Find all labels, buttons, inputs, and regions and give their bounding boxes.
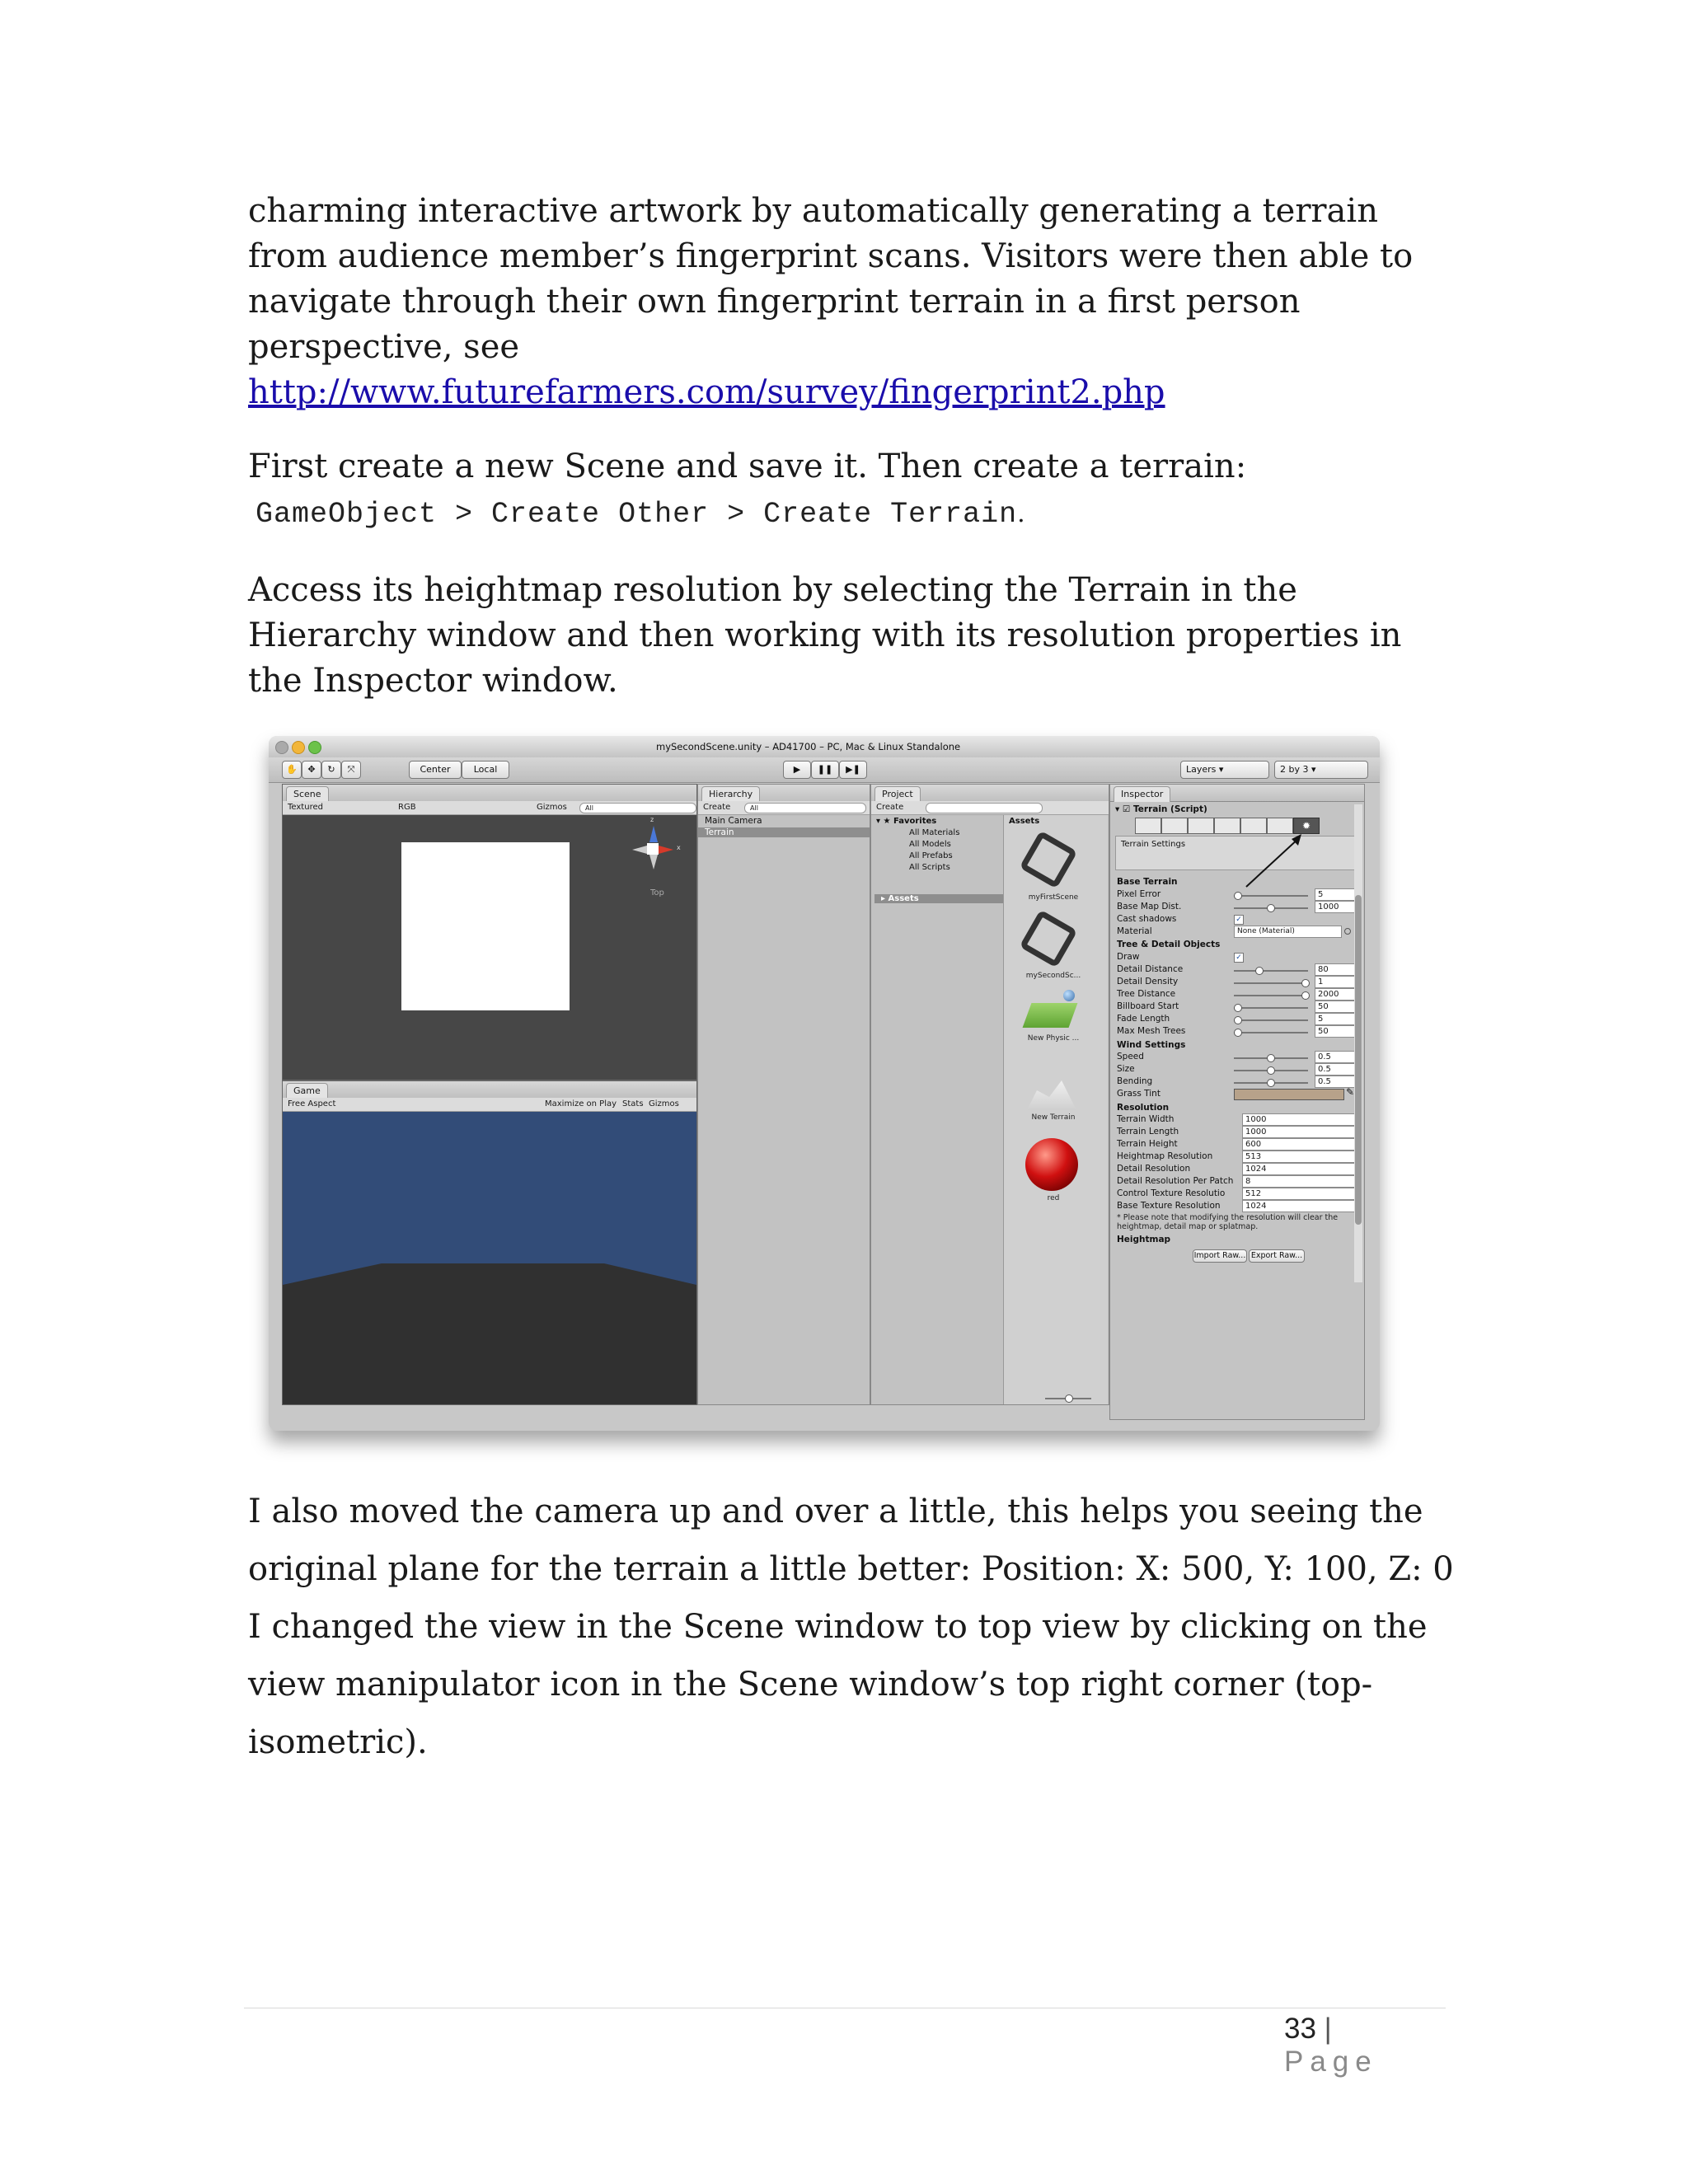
move-tool-button[interactable]: ✥: [302, 761, 321, 779]
fade-length-field[interactable]: 5: [1315, 1013, 1358, 1025]
cast-shadows-checkbox[interactable]: ✓: [1234, 915, 1244, 925]
detail-density-slider[interactable]: [1234, 982, 1308, 984]
base-map-dist-slider[interactable]: [1234, 907, 1308, 909]
assets-folder[interactable]: ▸ Assets: [874, 894, 1003, 903]
base-map-dist-field[interactable]: 1000: [1315, 901, 1358, 913]
terrain-length-field[interactable]: 1000: [1242, 1126, 1358, 1138]
terrain-width-field[interactable]: 1000: [1242, 1113, 1358, 1126]
inspector-tab[interactable]: Inspector: [1114, 786, 1170, 802]
game-panel: [282, 1080, 697, 1405]
unity-editor-screenshot: [269, 736, 1380, 1431]
step-button[interactable]: ▶❚: [839, 761, 867, 779]
hierarchy-tab[interactable]: Hierarchy: [701, 786, 760, 802]
bending-label: Bending: [1117, 1076, 1153, 1086]
menu-path-period: .: [1017, 499, 1025, 528]
game-view-ground: [283, 1112, 696, 1404]
max-mesh-trees-label: Max Mesh Trees: [1117, 1026, 1186, 1036]
material-picker-icon[interactable]: [1344, 928, 1351, 935]
material-label: Material: [1117, 926, 1152, 936]
size-field[interactable]: 0.5: [1315, 1063, 1358, 1076]
material-field[interactable]: None (Material): [1234, 926, 1342, 938]
paint-height-tool-button[interactable]: [1161, 818, 1188, 834]
detail-distance-label: Detail Distance: [1117, 964, 1184, 974]
pivot-local-button[interactable]: Local: [462, 761, 509, 779]
page-footer: [1284, 2013, 1432, 2079]
fingerprint-link[interactable]: http://www.futurefarmers.com/survey/fingerprint2.php: [248, 373, 1165, 411]
detail-density-label: Detail Density: [1117, 977, 1179, 987]
page-number: 33: [1284, 2013, 1316, 2045]
icon-size-slider[interactable]: [1045, 1398, 1091, 1399]
max-mesh-trees-field[interactable]: 50: [1315, 1025, 1358, 1038]
smooth-height-tool-button[interactable]: [1188, 818, 1214, 834]
asset-label: myFirstScene: [1028, 893, 1079, 902]
hierarchy-item-main-camera[interactable]: Main Camera: [705, 816, 762, 826]
view-gizmo[interactable]: z x: [627, 816, 685, 882]
grass-tint-swatch[interactable]: [1234, 1089, 1344, 1100]
draw-label: Draw: [1117, 952, 1140, 962]
menu-path-code: GameObject > Create Other > Create Terrain: [256, 498, 1018, 531]
tree-detail-heading: Tree & Detail Objects: [1117, 940, 1221, 949]
speed-label: Speed: [1117, 1052, 1144, 1062]
window-title: mySecondScene.unity – AD41700 – PC, Mac & Linux Standalone: [656, 741, 961, 752]
speed-field[interactable]: 0.5: [1315, 1051, 1358, 1063]
bending-field[interactable]: 0.5: [1315, 1076, 1358, 1088]
paragraph-4-line-1: I also moved the camera up and over a little, this helps you seeing the original plane for the terrain a little better: Position: X: 500, Y: 100, Z: 0: [248, 1493, 1454, 1588]
terrain-tool-bar: [1135, 818, 1321, 832]
paragraph-1-text: charming interactive artwork by automatically generating a terrain from audience member’s fingerprint scans. Visitors were then able to navigate through their own fingerprint terrain in a first person perspective, see: [248, 192, 1414, 366]
game-tab[interactable]: Game: [286, 1083, 328, 1099]
color-mode-dropdown[interactable]: RGB: [398, 803, 416, 812]
game-controlbar: [283, 1098, 696, 1112]
game-gizmos-dropdown[interactable]: Gizmos: [649, 1099, 679, 1108]
paragraph-3-text: Access its heightmap resolution by selecting the Terrain in the Hierarchy window and then working with its resolution properties in the Inspector window.: [248, 571, 1402, 700]
heightmap-resolution-label: Heightmap Resolution: [1117, 1151, 1213, 1161]
paint-texture-tool-button[interactable]: [1214, 818, 1240, 834]
inspector-panel: [1109, 784, 1365, 1420]
zoom-window-button[interactable]: [308, 741, 321, 754]
favorite-all-models[interactable]: All Models: [909, 840, 951, 849]
detail-res-per-patch-field[interactable]: 8: [1242, 1175, 1358, 1188]
minimize-window-button[interactable]: [292, 741, 305, 754]
base-terrain-heading: Base Terrain: [1117, 877, 1178, 887]
hierarchy-item-terrain[interactable]: Terrain: [698, 827, 870, 837]
close-window-button[interactable]: [275, 741, 288, 754]
project-tab[interactable]: Project: [874, 786, 921, 802]
detail-distance-slider[interactable]: [1234, 970, 1308, 972]
detail-resolution-label: Detail Resolution: [1117, 1164, 1191, 1174]
red-material-sphere[interactable]: [1025, 1138, 1078, 1191]
bending-slider[interactable]: [1234, 1082, 1308, 1084]
base-map-dist-label: Base Map Dist.: [1117, 902, 1182, 912]
place-trees-tool-button[interactable]: [1240, 818, 1267, 834]
draw-checkbox[interactable]: ✓: [1234, 953, 1244, 963]
terrain-settings-gear-icon[interactable]: ✹: [1293, 818, 1320, 834]
asset-label: red: [1047, 1194, 1060, 1202]
detail-density-field[interactable]: 1: [1315, 976, 1358, 988]
terrain-asset-icon[interactable]: [1027, 1077, 1076, 1110]
cast-shadows-label: Cast shadows: [1117, 914, 1177, 924]
paragraph-3: [248, 568, 1418, 704]
pixel-error-field[interactable]: 5: [1315, 888, 1358, 901]
paragraph-2: [248, 444, 1451, 536]
project-assets-pane: [1003, 815, 1108, 1404]
favorite-all-scripts[interactable]: All Scripts: [909, 863, 950, 872]
paint-details-tool-button[interactable]: [1267, 818, 1293, 834]
raise-terrain-tool-button[interactable]: [1135, 818, 1161, 834]
render-mode-dropdown[interactable]: Textured: [288, 803, 323, 812]
scene-tab[interactable]: Scene: [286, 786, 329, 802]
favorite-all-materials[interactable]: All Materials: [909, 828, 960, 837]
footer-page-word: Page: [1284, 2046, 1378, 2078]
size-label: Size: [1117, 1064, 1135, 1074]
hierarchy-search-input[interactable]: All: [744, 803, 866, 813]
terrain-settings-box: Terrain Settings: [1115, 836, 1356, 870]
max-mesh-trees-slider[interactable]: [1234, 1032, 1308, 1033]
detail-res-per-patch-label: Detail Resolution Per Patch: [1117, 1176, 1234, 1186]
detail-resolution-field[interactable]: 1024: [1242, 1163, 1358, 1175]
scene-asset-icon[interactable]: [1019, 909, 1077, 968]
project-folder-tree: [871, 815, 1003, 1404]
resolution-heading: Resolution: [1117, 1103, 1170, 1113]
inspector-scrollbar-thumb[interactable]: [1355, 895, 1362, 1225]
physic-material-icon[interactable]: [1023, 1003, 1078, 1028]
view-label: Top: [650, 888, 664, 898]
billboard-start-slider[interactable]: [1234, 1007, 1308, 1009]
fade-length-label: Fade Length: [1117, 1014, 1170, 1024]
size-slider[interactable]: [1234, 1070, 1308, 1071]
scene-asset-icon[interactable]: [1019, 830, 1077, 888]
heightmap-heading: Heightmap: [1117, 1235, 1171, 1244]
physic-material-ball: [1063, 990, 1075, 1001]
pause-button[interactable]: ❚❚: [811, 761, 839, 779]
terrain-width-label: Terrain Width: [1117, 1114, 1175, 1124]
rotate-tool-button[interactable]: ↻: [321, 761, 341, 779]
eyedropper-icon[interactable]: ✎: [1346, 1086, 1355, 1098]
favorite-all-prefabs[interactable]: All Prefabs: [909, 851, 953, 860]
tree-distance-slider[interactable]: [1234, 995, 1308, 996]
hierarchy-create-dropdown[interactable]: Create: [703, 803, 731, 812]
scale-tool-button[interactable]: ⤧: [341, 761, 361, 779]
scene-gizmos-dropdown[interactable]: Gizmos: [537, 803, 567, 812]
favorites-folder[interactable]: ▾ ★ Favorites: [876, 817, 937, 826]
billboard-start-label: Billboard Start: [1117, 1001, 1179, 1011]
tree-distance-label: Tree Distance: [1117, 989, 1176, 999]
project-search-input[interactable]: [926, 803, 1043, 813]
asset-label: mySecondSc...: [1025, 972, 1081, 980]
wind-settings-heading: Wind Settings: [1117, 1040, 1186, 1050]
heightmap-resolution-field[interactable]: 513: [1242, 1151, 1358, 1163]
scene-panel: [282, 784, 697, 1080]
asset-label: New Terrain: [1031, 1113, 1076, 1122]
main-toolbar: [269, 757, 1380, 783]
aspect-dropdown[interactable]: Free Aspect: [288, 1099, 336, 1108]
paragraph-4: [248, 1483, 1468, 1771]
window-titlebar: [269, 736, 1380, 758]
project-panel: [870, 784, 1109, 1405]
fade-length-slider[interactable]: [1234, 1019, 1308, 1021]
annotation-arrow: [1242, 832, 1308, 890]
detail-distance-field[interactable]: 80: [1315, 963, 1358, 976]
base-texture-res-label: Base Texture Resolution: [1117, 1201, 1221, 1211]
scene-controlbar: [283, 801, 696, 815]
control-texture-res-label: Control Texture Resolutio: [1117, 1188, 1226, 1198]
terrain-length-label: Terrain Length: [1117, 1127, 1179, 1137]
project-create-dropdown[interactable]: Create: [876, 803, 904, 812]
terrain-script-header: ▾ ☑ Terrain (Script): [1115, 804, 1207, 814]
base-texture-res-field[interactable]: 1024: [1242, 1200, 1358, 1212]
terrain-height-label: Terrain Height: [1117, 1139, 1178, 1149]
speed-slider[interactable]: [1234, 1057, 1308, 1059]
grass-tint-label: Grass Tint: [1117, 1089, 1160, 1099]
billboard-start-field[interactable]: 50: [1315, 1001, 1358, 1013]
control-texture-res-field[interactable]: 512: [1242, 1188, 1358, 1200]
stats-toggle[interactable]: Stats: [622, 1099, 644, 1108]
maximize-on-play-toggle[interactable]: Maximize on Play: [545, 1099, 617, 1108]
tree-distance-field[interactable]: 2000: [1315, 988, 1358, 1001]
hierarchy-panel: [697, 784, 870, 1405]
paragraph-2-text: First create a new Scene and save it. Then create a terrain:: [248, 448, 1247, 485]
resolution-note: * Please note that modifying the resolution will clear the heightmap, detail map or splatmap.: [1117, 1213, 1339, 1231]
inspector-scrollbar[interactable]: [1354, 804, 1362, 1282]
scene-search-input[interactable]: All: [579, 803, 696, 813]
hand-tool-button[interactable]: ✋: [282, 761, 302, 779]
assets-header: Assets: [1009, 817, 1040, 826]
pivot-center-button[interactable]: Center: [409, 761, 462, 779]
layers-dropdown[interactable]: Layers ▾: [1180, 761, 1269, 779]
export-raw-button[interactable]: Export Raw...: [1249, 1249, 1305, 1263]
paragraph-1: [248, 189, 1451, 415]
layout-dropdown[interactable]: 2 by 3 ▾: [1274, 761, 1368, 779]
plane-top-view: [401, 842, 570, 1010]
pixel-error-slider[interactable]: [1234, 895, 1308, 897]
import-raw-button[interactable]: Import Raw...: [1193, 1249, 1247, 1263]
terrain-height-field[interactable]: 600: [1242, 1138, 1358, 1151]
paragraph-4-line-2: I changed the view in the Scene window to top view by clicking on the view manipulator icon in the Scene window’s top right corner (top-isometric).: [248, 1608, 1428, 1761]
asset-label: New Physic ...: [1027, 1034, 1080, 1043]
play-button[interactable]: ▶: [783, 761, 811, 779]
pixel-error-label: Pixel Error: [1117, 889, 1161, 899]
footer-separator: |: [1324, 2013, 1332, 2045]
